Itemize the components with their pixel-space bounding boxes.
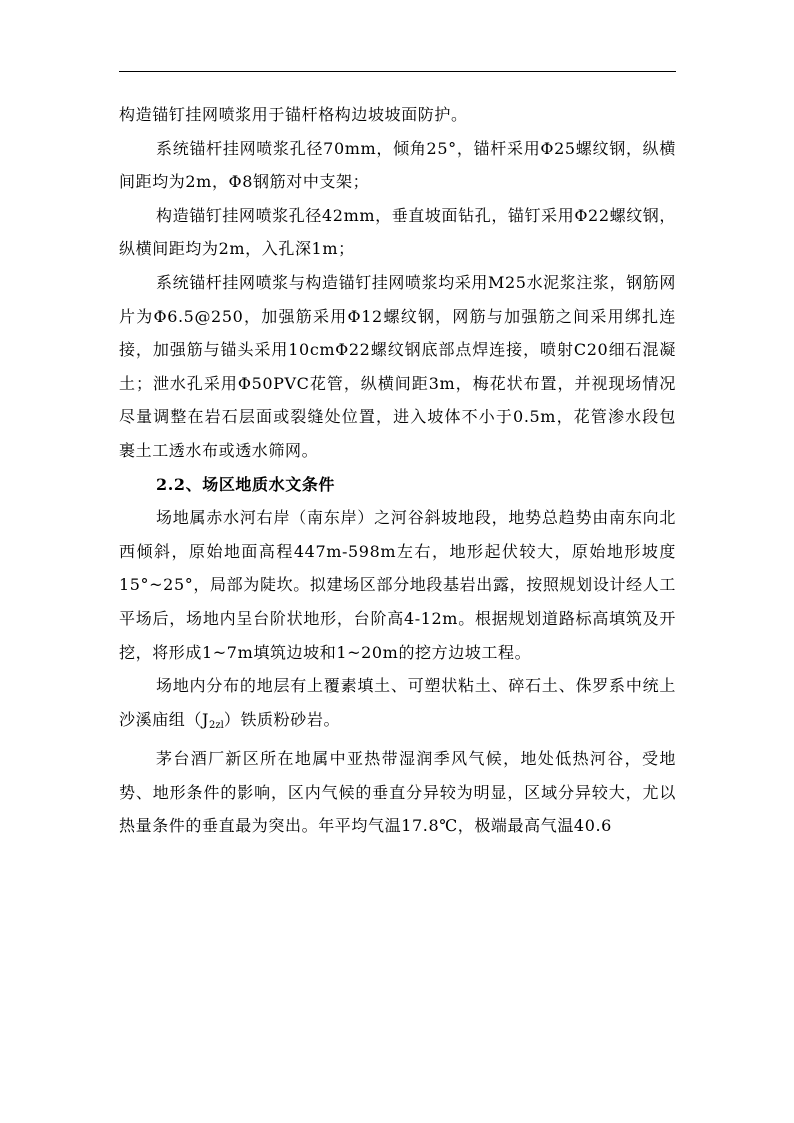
document-body <box>119 98 676 843</box>
paragraph-6 <box>119 669 676 742</box>
paragraph-6-subscript: 2zl <box>209 719 224 731</box>
header-rule <box>119 71 676 72</box>
paragraph-6-after: ）铁质粉砂岩。 <box>223 709 341 729</box>
paragraph-5: 场地属赤水河右岸（南东岸）之河谷斜坡地段，地势总趋势由南东向北西倾斜，原始地面高程447m-598m左右，地形起伏较大，原始地形坡度15°~25°，局部为陡坎。拟建场区部分地段基岩出露，按照规划设计经人工平场后，场地内呈台阶状地形，台阶高4-12m。根据规划道路标高填筑及开挖，将形成1~7m填筑边坡和1~20m的挖方边坡工程。 <box>119 508 676 662</box>
paragraph-7: 茅台酒厂新区所在地属中亚热带湿润季风气候，地处低热河谷，受地势、地形条件的影响，区内气候的垂直分异较为明显，区域分异较大，尤以热量条件的垂直最为突出。年平均气温17.8℃，极端最高气温40.6 <box>119 749 676 836</box>
paragraph-3: 构造锚钉挂网喷浆孔径42mm，垂直坡面钻孔，锚钉采用Φ22螺纹钢，纵横间距均为2m，入孔深1m； <box>119 205 676 259</box>
paragraph-2: 系统锚杆挂网喷浆孔径70mm，倾角25°，锚杆采用Φ25螺纹钢，纵横间距均为2m，Φ8钢筋对中支架； <box>119 138 676 192</box>
paragraph-4: 系统锚杆挂网喷浆与构造锚钉挂网喷浆均采用M25水泥浆注浆，钢筋网片为Φ6.5@250，加强筋采用Φ12螺纹钢，网筋与加强筋之间采用绑扎连接，加强筋与锚头采用10cmΦ22螺纹钢底部点焊连接，喷射C20细石混凝土；泄水孔采用Φ50PVC花管，纵横间距3m，梅花状布置，并视现场情况尽量调整在岩石层面或裂缝处位置，进入坡体不小于0.5m，花管渗水段包裹土工透水布或透水筛网。 <box>119 272 676 460</box>
paragraph-1: 构造锚钉挂网喷浆用于锚杆格构边坡坡面防护。 <box>119 105 468 124</box>
section-heading: 2.2、场区地质水文条件 <box>156 474 336 494</box>
paragraph-6-before: 场地内分布的地层有上覆素填土、可塑状粘土、碎石土、侏罗系中统上沙溪庙组（J <box>119 676 676 729</box>
